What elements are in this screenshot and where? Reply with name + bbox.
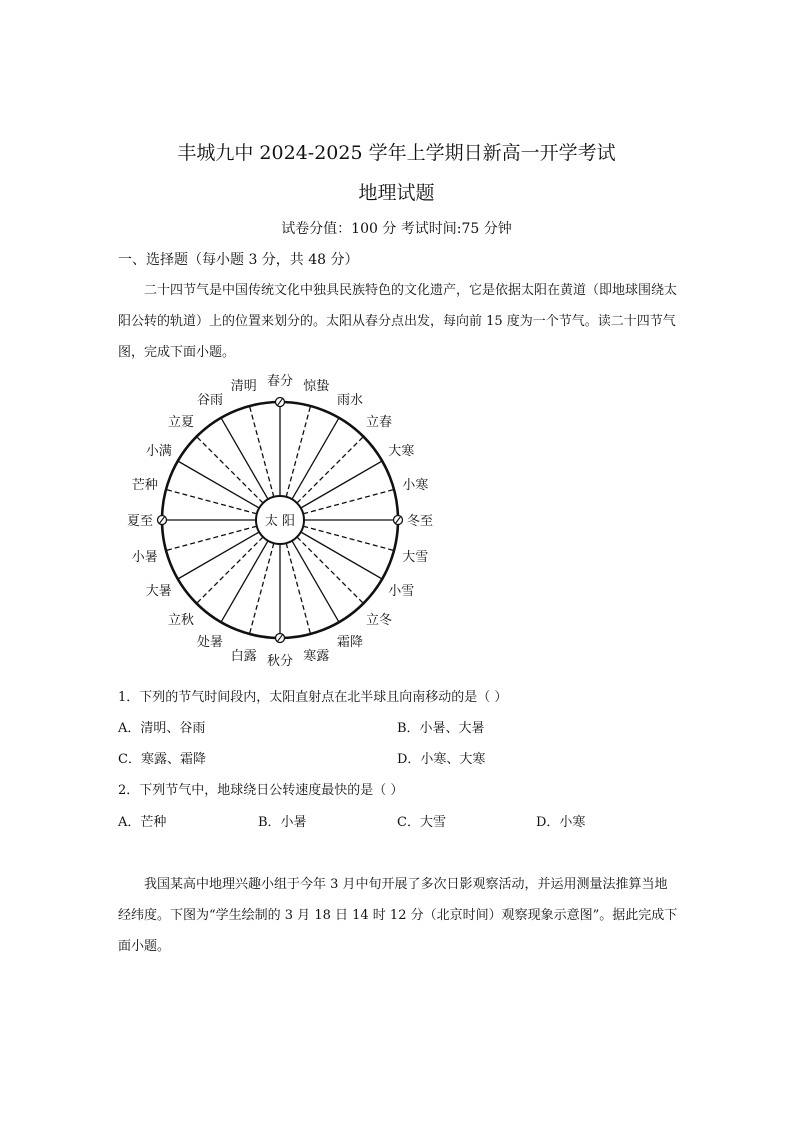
term-line xyxy=(301,532,382,579)
sun-label: 太 阳 xyxy=(264,514,296,529)
term-label: 雨水 xyxy=(336,392,364,408)
term-line xyxy=(166,526,257,550)
term-label: 小雪 xyxy=(388,584,415,599)
term-line xyxy=(250,406,274,497)
term-label: 小暑 xyxy=(131,550,158,566)
term-label: 白露 xyxy=(230,649,257,665)
question-1-stem: 1．下列的节气时间段内，太阳直射点在北半球且向南移动的是（ ） xyxy=(118,690,508,705)
question-2-option-c[interactable]: C．大雪 xyxy=(397,815,446,830)
question-1-option-b[interactable]: B．小暑、大暑 xyxy=(397,721,485,736)
term-label: 冬至 xyxy=(406,514,434,529)
term-line xyxy=(197,537,263,603)
term-label: 大暑 xyxy=(145,584,172,599)
term-label: 大雪 xyxy=(402,550,429,566)
term-line xyxy=(297,537,363,603)
term-label: 惊蛰 xyxy=(303,378,330,394)
term-line xyxy=(303,490,394,514)
term-label: 立秋 xyxy=(167,613,195,628)
term-label: 小寒 xyxy=(402,477,429,493)
term-label: 立夏 xyxy=(167,415,195,430)
question-2-option-a[interactable]: A．芒种 xyxy=(118,815,167,830)
term-label: 秋分 xyxy=(266,654,294,669)
term-label: 霜降 xyxy=(336,635,364,651)
term-line xyxy=(292,418,339,499)
solar-terms-diagram xyxy=(120,370,450,670)
question-2-option-d[interactable]: D．小寒 xyxy=(536,815,586,830)
term-line xyxy=(301,461,382,508)
term-label: 寒露 xyxy=(303,649,330,665)
exam-info: 试卷分值：100 分 考试时间:75 分钟 xyxy=(281,221,512,237)
section-heading: 一、选择题（每小题 3 分，共 48 分） xyxy=(118,252,359,268)
intro-paragraph-1: 二十四节气是中国传统文化中独具民族特色的文化遗产，它是依据太阳在黄道（即地球围绕太阳公转的轨道）上的位置来划分的。太阳从春分点出发，每向前 15 度为一个节气。读二十四节气图，完成下面小题。 xyxy=(118,283,678,360)
exam-subtitle: 地理试题 xyxy=(358,182,435,204)
question-1-option-d[interactable]: D．小寒、大寒 xyxy=(397,752,486,767)
term-label: 处暑 xyxy=(196,635,224,651)
term-label: 春分 xyxy=(266,374,294,389)
term-line xyxy=(178,461,259,508)
term-line xyxy=(197,437,263,503)
intro-paragraph-2: 我国某高中地理兴趣小组于今年 3 月中旬开展了多次日影观察活动，并运用测量法推算当地经纬度。下图为“学生绘制的 3 月 18 日 14 时 12 分（北京时间）观察现象示意图”。据此完成下面小题。 xyxy=(118,877,678,954)
term-line xyxy=(178,532,259,579)
term-label: 芒种 xyxy=(131,477,158,493)
exam-title: 丰城九中 2024-2025 学年上学期日新高一开学考试 xyxy=(177,142,616,164)
term-line xyxy=(286,543,310,634)
term-line xyxy=(286,406,310,497)
term-label: 清明 xyxy=(230,378,257,394)
term-label: 小满 xyxy=(145,444,172,459)
term-line xyxy=(297,437,363,503)
term-line xyxy=(221,541,268,622)
question-1-option-a[interactable]: A．清明、谷雨 xyxy=(118,721,206,736)
term-line xyxy=(250,543,274,634)
term-line xyxy=(221,418,268,499)
term-label: 夏至 xyxy=(126,514,154,529)
term-line xyxy=(166,490,257,514)
question-1-option-c[interactable]: C．寒露、霜降 xyxy=(118,752,206,767)
term-line xyxy=(303,526,394,550)
term-label: 谷雨 xyxy=(196,392,224,408)
question-2-stem: 2．下列节气中，地球绕日公转速度最快的是（ ） xyxy=(118,783,404,798)
question-2-option-b[interactable]: B．小暑 xyxy=(258,815,307,830)
term-line xyxy=(292,541,339,622)
term-label: 立春 xyxy=(365,415,393,430)
term-label: 大寒 xyxy=(388,444,415,459)
term-label: 立冬 xyxy=(365,613,393,628)
